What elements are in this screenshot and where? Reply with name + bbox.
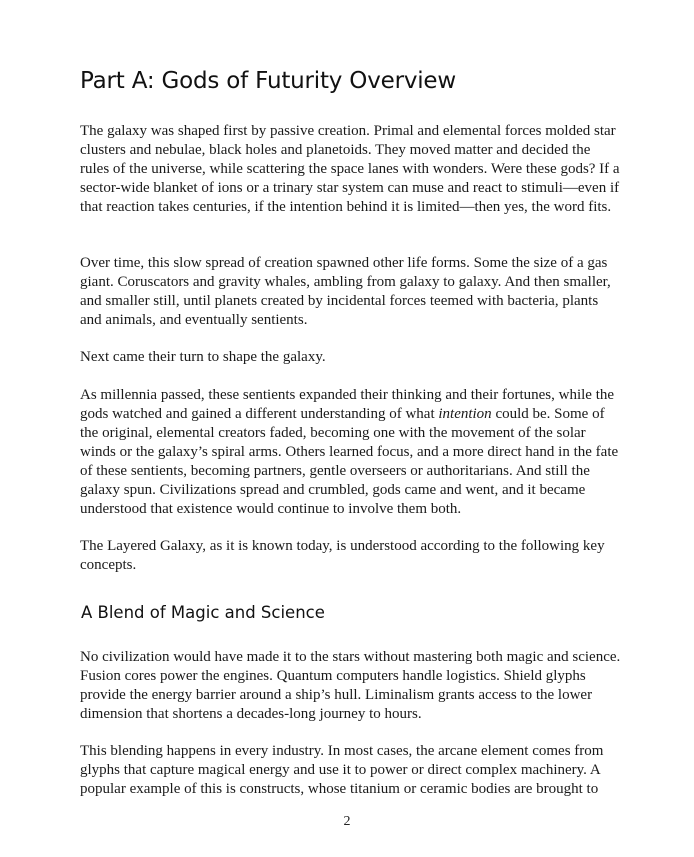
paragraph-next-turn: Next came their turn to shape the galaxy. [80, 349, 326, 365]
paragraph-layered-galaxy: The Layered Galaxy, as it is known today, is understood according to the following key concepts. [80, 538, 605, 573]
paragraph-blending: This blending happens in every industry. In most cases, the arcane element comes from glyphs that capture magical energy and use it to power or direct complex machinery. A popular example of this is constructs, whose titanium or ceramic bodies are brought to [80, 743, 604, 797]
page-title: Part A: Gods of Futurity Overview [80, 68, 456, 94]
paragraph-life-forms: Over time, this slow spread of creation spawned other life forms. Some the size of a gas giant. Coruscators and gravity whales, ambling from galaxy to galaxy. And then smaller, and smaller still, until planets created by incidental forces teemed with bacteria, plants and animals, and eventually sentients. [80, 255, 611, 328]
paragraph-millennia-text-start: As millennia passed, these sentients expanded their thinking and their fortunes, while the gods watched and gained a different understanding of what [80, 387, 615, 422]
paragraph-millennia-text-end: could be. Some of the original, elemental creators faded, becoming one with the movement of the solar winds or the galaxy’s spiral arms. Others learned focus, and a more direct hand in the fate of these sentients, becoming partners, gentle overseers or authoritarians. And still the galaxy spun. Civilizations spread and crumbled, gods came and went, and it became understood that existence would continue to involve them both. [80, 406, 619, 517]
emphasis-intention: intention [438, 406, 492, 422]
paragraph-mastering-magic: No civilization would have made it to the stars without mastering both magic and science. Fusion cores power the engines. Quantum computers handle logistics. Shield glyphs provide the energy barrier around a ship’s hull. Liminalism grants access to the lower dimension that shortens a decades-long journey to hours. [80, 649, 621, 722]
paragraph-galaxy-shaped: The galaxy was shaped first by passive creation. Primal and elemental forces molded star clusters and nebulae, black holes and planetoids. They moved matter and decided the rules of the universe, while scattering the space lanes with wonders. Were these gods? If a sector-wide blanket of ions or a trinary star system can muse and react to stimuli—even if that reaction takes centuries, if the intention behind it is limited—then yes, the word fits. [80, 123, 620, 215]
paragraph-millennia [80, 386, 622, 519]
page-number: 2 [343, 814, 351, 829]
section-heading: A Blend of Magic and Science [81, 603, 325, 622]
